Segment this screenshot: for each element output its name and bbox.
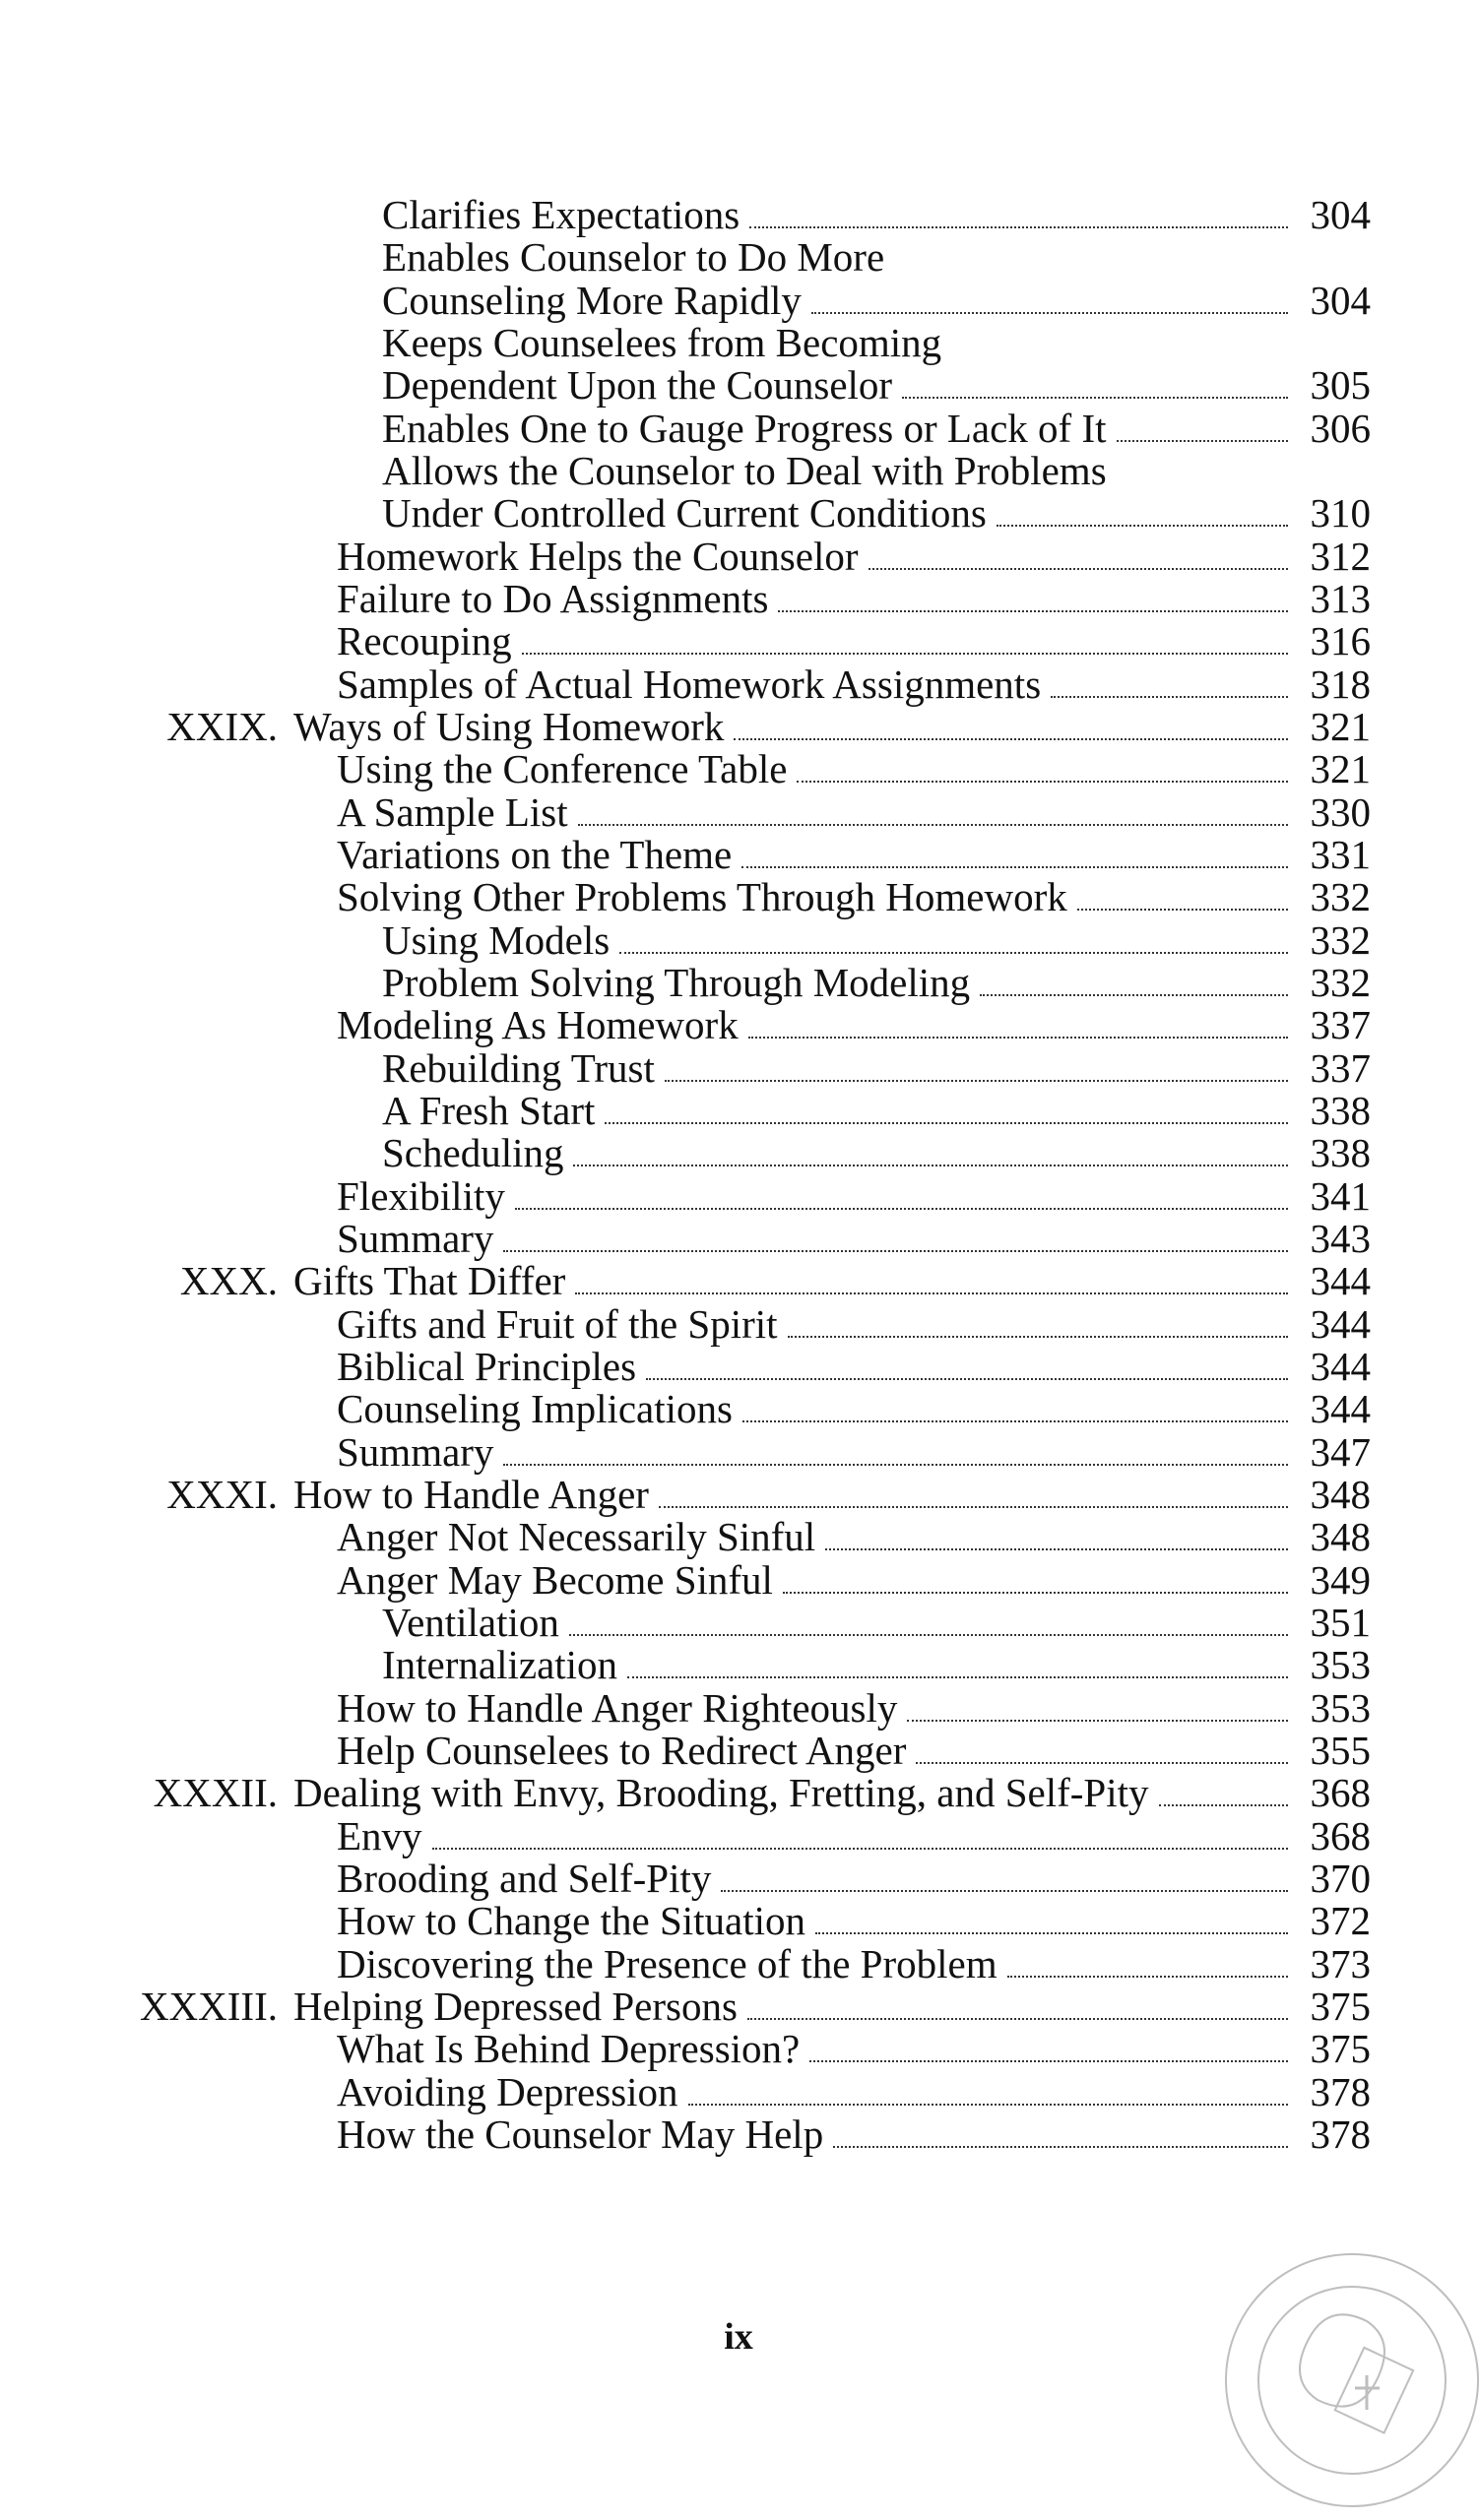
dot-leader (907, 1690, 1288, 1722)
page-number: 321 (1310, 746, 1371, 792)
entry-title: Allows the Counselor to Deal with Problems (382, 447, 1107, 493)
chapter-number: XXXIII. (139, 1983, 278, 2029)
page-number: 344 (1310, 1386, 1371, 1432)
page-number: 349 (1310, 1556, 1371, 1603)
dot-leader (749, 197, 1288, 228)
dot-leader (688, 2074, 1288, 2106)
chapter-number: XXX. (179, 1258, 278, 1304)
entry-title: Recouping (337, 618, 512, 664)
entry-title: Gifts That Differ (293, 1258, 566, 1304)
dot-leader (573, 1135, 1288, 1166)
toc-section-entry (382, 1601, 1371, 1644)
page-number: 353 (1310, 1684, 1371, 1731)
entry-title: How to Change the Situation (337, 1898, 806, 1944)
entry-title: Ventilation (382, 1599, 559, 1645)
dot-leader (619, 922, 1288, 954)
toc-section-entry (337, 1729, 1371, 1772)
entry-title: Problem Solving Through Modeling (382, 959, 971, 1005)
entry-title: Samples of Actual Homework Assignments (337, 661, 1042, 707)
page-number: 304 (1310, 192, 1371, 237)
page-number: 338 (1310, 1130, 1371, 1176)
page-number: 332 (1310, 916, 1371, 963)
dot-leader (1007, 1946, 1288, 1978)
toc-section-entry (337, 790, 1371, 834)
page-number: 344 (1310, 1300, 1371, 1347)
page-number: 370 (1310, 1855, 1371, 1901)
entry-title: Discovering the Presence of the Problem (337, 1940, 997, 1986)
dot-leader (515, 1178, 1288, 1210)
toc-section-entry (337, 1345, 1371, 1388)
toc-section-entry (337, 2027, 1371, 2070)
page-number: 316 (1310, 618, 1371, 664)
entry-title: Scheduling (382, 1130, 564, 1176)
dot-leader (503, 1221, 1288, 1252)
entry-title: Dealing with Envy, Brooding, Fretting, and Self-Pity (293, 1770, 1149, 1816)
dot-leader (797, 751, 1288, 783)
page-number: 341 (1310, 1172, 1371, 1219)
page-number: 337 (1310, 1044, 1371, 1091)
toc-section-entry (337, 1302, 1371, 1346)
toc-section-entry (382, 491, 1371, 535)
toc-section-entry (337, 833, 1371, 876)
page-number: 355 (1310, 1727, 1371, 1773)
dot-leader (734, 709, 1288, 740)
toc-section-entry (337, 747, 1371, 790)
page-number: 351 (1310, 1599, 1371, 1645)
entry-title: Rebuilding Trust (382, 1044, 655, 1091)
dot-leader (575, 1263, 1288, 1294)
toc-section-entry (382, 918, 1371, 962)
toc-section-entry (382, 1089, 1371, 1132)
dot-leader (833, 2116, 1288, 2148)
entry-title: Summary (337, 1428, 494, 1475)
dot-leader (778, 581, 1288, 612)
dot-leader (1077, 879, 1288, 911)
toc-chapter-entry (166, 1471, 1371, 1517)
page-number: 344 (1310, 1343, 1371, 1389)
entry-title: Envy (337, 1812, 422, 1858)
dot-leader (659, 1477, 1288, 1508)
page-number: 318 (1310, 661, 1371, 707)
toc-section-entry (382, 961, 1371, 1004)
dot-leader (646, 1349, 1288, 1380)
page-number: 373 (1310, 1940, 1371, 1986)
toc-section-entry (337, 662, 1371, 706)
page-number: 372 (1310, 1898, 1371, 1944)
entry-title: Biblical Principles (337, 1343, 637, 1389)
entry-title: Counseling Implications (337, 1386, 733, 1432)
toc-section-entry (337, 1217, 1371, 1260)
toc-chapter-entry (166, 703, 1371, 749)
page-folio: ix (724, 2316, 753, 2358)
entry-title: Summary (337, 1215, 494, 1261)
entry-title: Modeling As Homework (337, 1002, 739, 1048)
toc-section-entry (337, 1387, 1371, 1430)
entry-title: Ways of Using Homework (293, 703, 725, 749)
dot-leader (902, 367, 1288, 399)
toc-section-entry (382, 407, 1371, 450)
entry-title: Dependent Upon the Counselor (382, 362, 893, 409)
dot-leader (788, 1306, 1288, 1338)
page-number: 313 (1310, 575, 1371, 621)
entry-title: Avoiding Depression (337, 2068, 678, 2114)
page-number: 331 (1310, 831, 1371, 877)
page-number: 368 (1310, 1770, 1371, 1816)
toc-section-entry (337, 577, 1371, 620)
page-number: 310 (1310, 490, 1371, 536)
toc-section-entry (337, 1857, 1371, 1900)
page-number: 347 (1310, 1428, 1371, 1475)
dot-leader (627, 1647, 1288, 1678)
page-number: 332 (1310, 874, 1371, 920)
toc-section-entry (337, 2070, 1371, 2113)
dot-leader (721, 1860, 1288, 1892)
entry-title: Internalization (382, 1642, 618, 1688)
entry-title: Variations on the Theme (337, 831, 733, 877)
toc-section-entry (337, 1003, 1371, 1046)
toc-section-entry (337, 875, 1371, 918)
dot-leader (569, 1605, 1288, 1636)
dot-leader (815, 1903, 1288, 1934)
page-number: 312 (1310, 533, 1371, 579)
dot-leader (825, 1519, 1288, 1550)
page-number: 332 (1310, 959, 1371, 1005)
toc-chapter-entry (153, 1770, 1371, 1816)
toc-section-entry (382, 279, 1371, 322)
page-number: 306 (1310, 405, 1371, 451)
entry-title: Helping Depressed Persons (293, 1983, 738, 2029)
entry-title: Enables One to Gauge Progress or Lack of It (382, 405, 1107, 451)
toc-section-entry (337, 619, 1371, 662)
entry-title: Brooding and Self-Pity (337, 1855, 712, 1901)
page-number: 304 (1310, 277, 1371, 323)
dot-leader (522, 623, 1288, 655)
dot-leader (1159, 1775, 1288, 1806)
dot-leader (665, 1050, 1288, 1082)
dot-leader (605, 1093, 1288, 1124)
page-number: 330 (1310, 788, 1371, 835)
dot-leader (742, 1391, 1288, 1422)
toc-section-entry (337, 535, 1371, 578)
entry-title: Help Counselees to Redirect Anger (337, 1727, 907, 1773)
chapter-number: XXXI. (166, 1471, 278, 1517)
toc-section-entry (337, 2112, 1371, 2156)
entry-title: What Is Behind Depression? (337, 2026, 801, 2072)
toc-section-entry (337, 1899, 1371, 1942)
page-number: 368 (1310, 1812, 1371, 1858)
page-number: 378 (1310, 2068, 1371, 2114)
page-number: 348 (1310, 1471, 1371, 1517)
page-number: 375 (1310, 2026, 1371, 2072)
toc-section-entry (382, 1046, 1371, 1090)
toc-section-entry (337, 1515, 1371, 1558)
entry-title: Keeps Counselees from Becoming (382, 319, 942, 365)
page-number: 338 (1310, 1087, 1371, 1133)
dot-leader (1051, 666, 1288, 698)
dot-leader (809, 2031, 1288, 2062)
entry-title: Clarifies Expectations (382, 192, 740, 237)
dot-leader (741, 837, 1288, 868)
page-number: 337 (1310, 1002, 1371, 1048)
toc-section-entry (337, 1174, 1371, 1218)
dot-leader (980, 965, 1288, 996)
chapter-number: XXXII. (153, 1770, 278, 1816)
entry-title: Anger Not Necessarily Sinful (337, 1514, 816, 1560)
dot-leader (503, 1434, 1288, 1466)
page-number: 375 (1310, 1983, 1371, 2029)
toc-section-entry (382, 193, 1371, 236)
page-number: 348 (1310, 1514, 1371, 1560)
toc-section-entry (382, 235, 1371, 279)
entry-title: How to Handle Anger (293, 1471, 649, 1517)
entry-title: Homework Helps the Counselor (337, 533, 859, 579)
dot-leader (432, 1818, 1288, 1850)
entry-title: A Sample List (337, 788, 568, 835)
toc-chapter-entry (139, 1983, 1371, 2029)
toc-section-entry (337, 1558, 1371, 1602)
dot-leader (811, 283, 1288, 314)
page-number: 343 (1310, 1215, 1371, 1261)
page-number: 378 (1310, 2110, 1371, 2157)
page-number: 353 (1310, 1642, 1371, 1688)
entry-title: Anger May Become Sinful (337, 1556, 773, 1603)
toc-section-entry (382, 449, 1371, 492)
toc-section-entry (382, 1643, 1371, 1686)
toc-section-entry (382, 363, 1371, 407)
entry-title: A Fresh Start (382, 1087, 596, 1133)
entry-title: Counseling More Rapidly (382, 277, 802, 323)
toc-chapter-entry (179, 1258, 1371, 1304)
dot-leader (783, 1562, 1288, 1594)
toc-section-entry (337, 1814, 1371, 1858)
toc-section-entry (337, 1430, 1371, 1474)
toc-section-entry (382, 321, 1371, 364)
entry-title: Gifts and Fruit of the Spirit (337, 1300, 778, 1347)
page-number: 321 (1310, 703, 1371, 749)
bookseller-stamp-seal (1199, 2193, 1480, 2518)
dot-leader (578, 794, 1288, 826)
dot-leader (747, 1988, 1288, 2020)
dot-leader (916, 1732, 1288, 1764)
entry-title: Solving Other Problems Through Homework (337, 874, 1067, 920)
entry-title: Failure to Do Assignments (337, 575, 769, 621)
entry-title: Under Controlled Current Conditions (382, 490, 987, 536)
entry-title: Flexibility (337, 1172, 505, 1219)
dot-leader (869, 538, 1289, 570)
toc-section-entry (337, 1686, 1371, 1730)
dot-leader (748, 1007, 1288, 1039)
toc-section-entry (382, 1131, 1371, 1174)
page-number: 305 (1310, 362, 1371, 409)
dot-leader (1117, 410, 1289, 442)
entry-title: Using the Conference Table (337, 746, 788, 792)
entry-title: Using Models (382, 916, 611, 963)
chapter-number: XXIX. (166, 703, 278, 749)
dot-leader (997, 495, 1288, 527)
page-number: 344 (1310, 1258, 1371, 1304)
entry-title: Enables Counselor to Do More (382, 234, 885, 281)
entry-title: How to Handle Anger Righteously (337, 1684, 898, 1731)
entry-title: How the Counselor May Help (337, 2110, 824, 2157)
toc-section-entry (337, 1942, 1371, 1985)
